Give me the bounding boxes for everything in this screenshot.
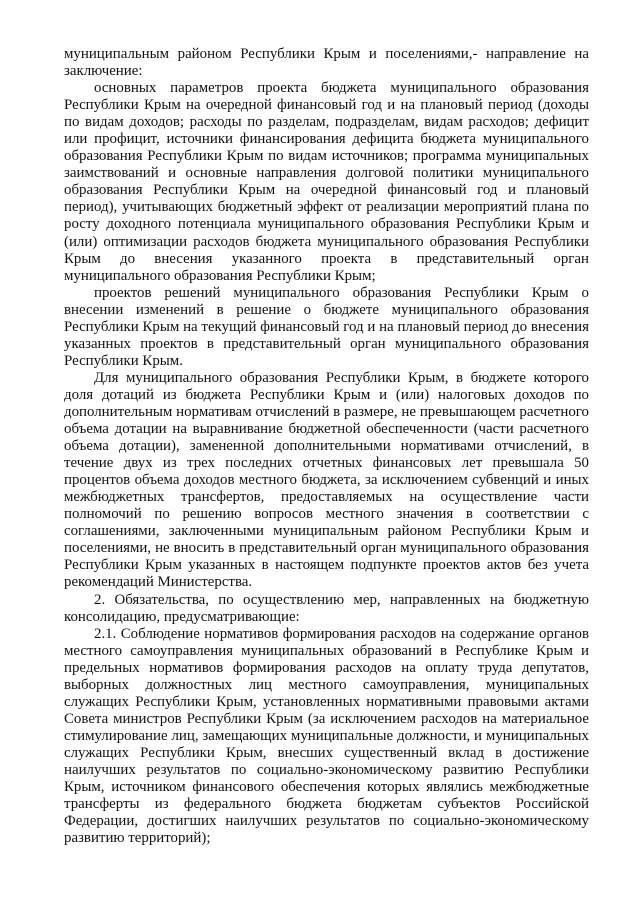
document-page bbox=[64, 46, 589, 847]
paragraph-continuation: муниципальным районом Республики Крым и поселениями,- направление на заключение: bbox=[64, 46, 589, 80]
paragraph-budget-amendments: проектов решений муниципального образования Республики Крым о внесении изменений в решение о бюджете муниципального образования Республики Крым на текущий финансовый год и на плановый период до внесения указанных проектов в представительный орган муниципального образования Республики Крым. bbox=[64, 284, 589, 369]
paragraph-budget-parameters: основных параметров проекта бюджета муниципального образования Республики Крым на очередной финансовый год и на плановый период (доходы по видам доходов; расходы по разделам, подразделам, видам расходов; дефицит или профицит, источники финансирования дефицита бюджета муниципального образования Республики Крым по видам источников; программа муниципальных заимствований и основные направления долговой политики муниципального образования Республики Крым на очередной финансовый год и плановый период), учитывающих бюджетный эффект от реализации мероприятий плана по росту доходного потенциала муниципального образования Республики Крым и (или) оптимизации расходов бюджета муниципального образования Республики Крым до внесения указанного проекта в представительный орган муниципального образования Республики Крым; bbox=[64, 80, 589, 284]
paragraph-subsidy-share: Для муниципального образования Республики Крым, в бюджете которого доля дотаций из бюджета Республики Крым и (или) налоговых доходов по дополнительным нормативам отчислений в размере, не превышающем расчетного объема дотации на выравнивание бюджетной обеспеченности (части расчетного объема дотации), замененной дополнительными нормативами отчислений, в течение двух из трех последних отчетных финансовых лет превышала 50 процентов объема доходов местного бюджета, за исключением субвенций и иных межбюджетных трансфертов, предоставляемых на осуществление части полномочий по решению вопросов местного значения в соответствии с соглашениями, заключенными муниципальным районом Республики Крым и поселениями, не вносить в представительный орган муниципального образования Республики Крым указанных в настоящем подпункте проектов актов без учета рекомендаций Министерства. bbox=[64, 369, 589, 591]
paragraph-expense-norms: 2.1. Соблюдение нормативов формирования расходов на содержание органов местного самоуправления муниципальных образований в Республике Крым и предельных нормативов формирования расходов на оплату труда депутатов, выборных должностных лиц местного самоуправления, муниципальных служащих Республики Крым, установленных нормативными правовыми актами Совета министров Республики Крым (за исключением расходов на материальное стимулирование лиц, замещающих муниципальные должности, и муниципальных служащих Республики Крым, внесших существенный вклад в достижение наилучших результатов по социально-экономическому развитию Республики Крым, источником финансового обеспечения которых являлись межбюджетные трансферты из федерального бюджета бюджетам субъектов Российской Федерации, достигших наилучших результатов по социально-экономическому развитию территорий); bbox=[64, 625, 589, 847]
paragraph-obligations: 2. Обязательства, по осуществлению мер, направленных на бюджетную консолидацию, предусматривающие: bbox=[64, 591, 589, 625]
